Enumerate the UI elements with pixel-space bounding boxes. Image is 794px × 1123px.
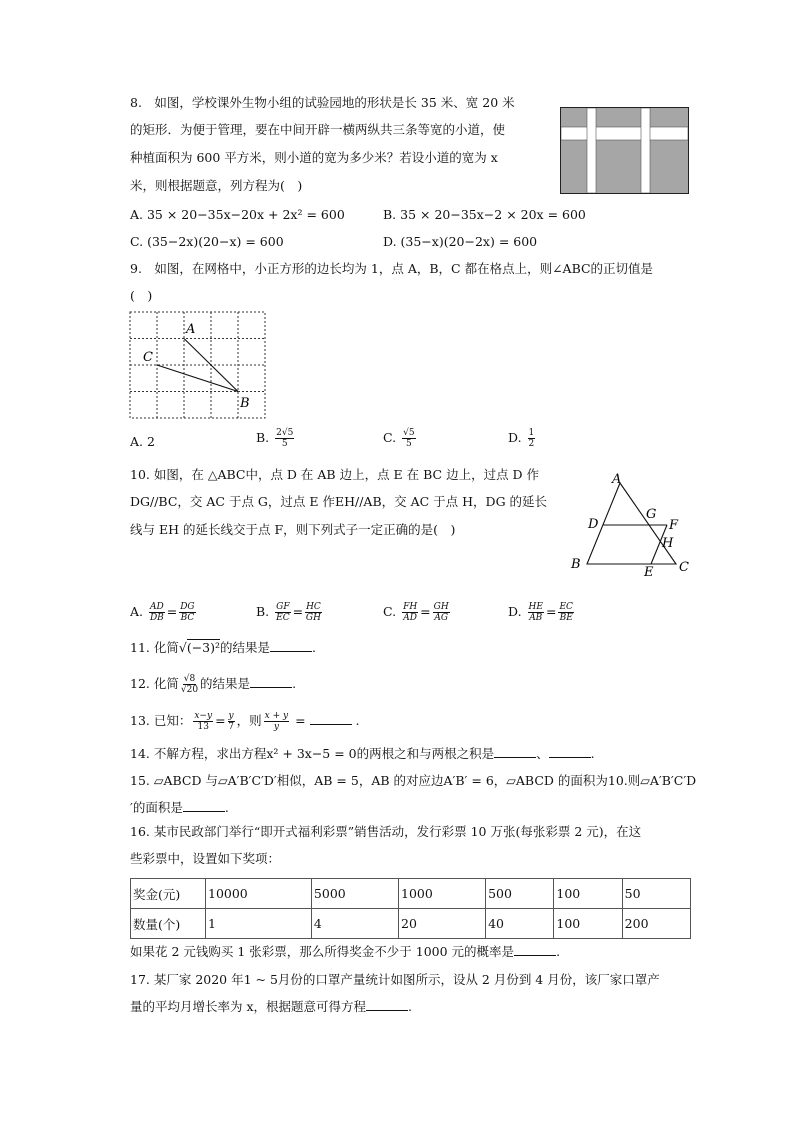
q10-option-a[interactable]: A. $\frac{AD}{DB}$ = $\frac{DG}{BC}$ (130, 602, 195, 623)
table-cell: 奖金(元) (131, 879, 206, 909)
numerator: y (228, 711, 234, 721)
answer-blank[interactable] (366, 998, 408, 1011)
table-cell: 5000 (311, 879, 398, 909)
q8-line: 的矩形．为便于管理，要在中间开辟一横两纵共三条等宽的小道，使 (130, 122, 506, 137)
answer-blank[interactable] (514, 943, 556, 956)
q11-text: 11. 化简 (130, 640, 179, 655)
table-cell: 1000 (399, 879, 486, 909)
table-cell: 数量(个) (131, 909, 206, 939)
q10-line: 线与 EH 的延长线交于点 F，则下列式子一定正确的是( ) (130, 522, 456, 537)
q9-line: 9. 如图，在网格中，小正方形的边长均为 1，点 A，B，C 都在格点上，则∠ABC的正切值是 (130, 261, 654, 276)
table-cell: 40 (486, 909, 554, 939)
numerator: GF (276, 602, 290, 612)
q16-line: 些彩票中，设置如下奖项： (130, 851, 281, 866)
denominator: BE (559, 613, 573, 623)
q16-line: 16. 某市民政部门举行“即开式福利彩票”销售活动，发行彩票 10 万张(每张彩票 2 元)，在这 (130, 824, 642, 839)
point-label: C (143, 350, 153, 365)
numerator: √8 (183, 674, 196, 684)
denominator: 7 (228, 722, 234, 732)
q13-text: ，则 (236, 713, 262, 728)
option-label: C. (383, 604, 397, 619)
q11-text: 的结果是 (220, 640, 271, 655)
q15-text: ′的面积是 (130, 800, 183, 815)
q8-option-a[interactable]: A. 35 × 20−35x−20x + 2x² = 600 (130, 207, 345, 222)
denominator: DB (149, 613, 164, 623)
numerator: FH (403, 602, 418, 612)
option-label: D. (508, 604, 522, 619)
q8-option-b[interactable]: B. 35 × 20−35x−2 × 20x = 600 (383, 207, 586, 222)
table-cell: 100 (554, 909, 622, 939)
answer-blank[interactable] (549, 745, 591, 758)
grid-figure (129, 311, 269, 421)
triangle-figure (560, 470, 700, 580)
q12: 12. 化简 $\frac{√8}{√20}$ 的结果是 . (130, 674, 297, 695)
table-cell: 4 (311, 909, 398, 939)
numerator: HC (306, 602, 321, 612)
numerator: EC (559, 602, 573, 612)
option-label: D. (508, 430, 522, 445)
q17-line: 17. 某厂家 2020 年1 ~ 5月份的口罩产量统计如图所示，设从 2 月份到 4 月份，该厂家口罩产 (130, 972, 660, 987)
table-cell: 200 (622, 909, 690, 939)
point-label: G (646, 507, 657, 522)
point-label: B (571, 557, 581, 572)
q16-after: 如果花 2 元钱购买 1 张彩票，那么所得奖金不少于 1000 元的概率是 . (130, 944, 561, 959)
numerator: DG (180, 602, 195, 612)
table-cell: 20 (399, 909, 486, 939)
table-cell: 100 (554, 879, 622, 909)
denominator: GH (305, 613, 321, 623)
numerator: 2√5 (276, 428, 294, 438)
prize-table (130, 878, 691, 939)
denominator: 2 (528, 439, 535, 449)
table-cell: 50 (622, 879, 690, 909)
denominator: AD (403, 613, 417, 623)
radicand: (−3)² (186, 640, 221, 655)
point-label: H (662, 536, 674, 551)
option-label: A. (130, 604, 144, 619)
point-label: F (669, 518, 679, 533)
table-row (131, 879, 691, 909)
numerator: x−y (194, 711, 213, 721)
q13-text: 13. 已知： (130, 713, 192, 728)
q8-line: 种植面积为 600 平方米，则小道的宽为多少米？若设小道的宽为 x (130, 150, 498, 165)
q16-text: 如果花 2 元钱购买 1 张彩票，那么所得奖金不少于 1000 元的概率是 (130, 944, 515, 959)
q14: 14. 不解方程，求出方程x² + 3x−5 = 0的两根之和与两根之积是 、 . (130, 746, 595, 761)
q10-option-c[interactable]: C. $\frac{FH}{AD}$ = $\frac{GH}{AG}$ (383, 602, 449, 623)
answer-blank[interactable] (494, 745, 536, 758)
q9-option-c[interactable] (383, 428, 418, 449)
q17-text: 量的平均月增长率为 x，根据题意可得方程 (130, 999, 367, 1014)
denominator: y (273, 722, 279, 732)
numerator: GH (433, 602, 449, 612)
garden-figure (560, 107, 690, 195)
q9-line: ( ) (130, 288, 153, 303)
denominator: 5 (281, 439, 288, 449)
table-cell: 1 (206, 909, 312, 939)
q10-line: 10. 如图，在 △ABC中，点 D 在 AB 边上，点 E 在 BC 边上，过点 D 作 (130, 467, 540, 482)
q15: ′的面积是 . (130, 800, 229, 815)
point-label: E (644, 565, 654, 580)
q13: 13. 已知： $\frac{x-y}{13}$ = $\frac{y}{7}$ ，则 $\frac{x + y}{y}$ = . (130, 711, 360, 732)
q9-option-d[interactable] (508, 428, 537, 449)
answer-blank[interactable] (183, 799, 225, 812)
point-label: C (679, 560, 689, 575)
q12-text: 的结果是 (200, 676, 251, 691)
point-label: A (612, 472, 622, 487)
table-row (131, 909, 691, 939)
denominator: AG (434, 613, 449, 623)
q14-text: 14. 不解方程，求出方程x² + 3x−5 = 0的两根之和与两根之积是 (130, 746, 495, 761)
numerator: x + y (264, 711, 289, 721)
q8-option-c[interactable]: C. (35−2x)(20−x) = 600 (130, 234, 284, 249)
denominator: √20 (180, 685, 199, 695)
q17: 量的平均月增长率为 x，根据题意可得方程 . (130, 999, 413, 1014)
answer-blank[interactable] (310, 712, 352, 725)
q9-option-a[interactable]: A. 2 (130, 434, 155, 449)
denominator: 13 (197, 722, 209, 732)
table-cell: 10000 (206, 879, 312, 909)
table-cell: 500 (486, 879, 554, 909)
q9-option-b[interactable] (256, 428, 296, 449)
point-label: B (240, 396, 250, 411)
q11: 11. 化简√(−3)²的结果是 . (130, 640, 317, 655)
answer-blank[interactable] (270, 639, 312, 652)
q10-line: DG//BC，交 AC 于点 G，过点 E 作EH//AB，交 AC 于点 H，DG 的延长 (130, 494, 548, 509)
point-label: D (588, 517, 599, 532)
option-label: C. (383, 430, 397, 445)
denominator: BC (180, 613, 195, 623)
numerator: AD (150, 602, 164, 612)
option-label: B. (256, 604, 270, 619)
denominator: EC (276, 613, 290, 623)
q12-text: 12. 化简 (130, 676, 179, 691)
q8-line: 米，则根据题意，列方程为( ) (130, 178, 303, 193)
q8-option-d[interactable]: D. (35−x)(20−2x) = 600 (383, 234, 538, 249)
denominator: 5 (405, 439, 412, 449)
q15-line: 15. ▱ABCD 与▱A′B′C′D′相似，AB = 5，AB 的对应边A′B′ = 6，▱ABCD 的面积为10.则▱A′B′C′D (130, 773, 697, 788)
numerator: √5 (403, 428, 415, 438)
q8-line: 8. 如图，学校课外生物小组的试验园地的形状是长 35 米、宽 20 米 (130, 95, 515, 110)
q10-option-d[interactable]: D. $\frac{HE}{AB}$ = $\frac{EC}{BE}$ (508, 602, 573, 623)
numerator: HE (528, 602, 543, 612)
numerator: 1 (528, 428, 535, 438)
answer-blank[interactable] (250, 675, 292, 688)
denominator: AB (529, 613, 543, 623)
point-label: A (186, 322, 196, 337)
q10-option-b[interactable]: B. $\frac{GF}{EC}$ = $\frac{HC}{GH}$ (256, 602, 321, 623)
option-label: B. (256, 430, 270, 445)
